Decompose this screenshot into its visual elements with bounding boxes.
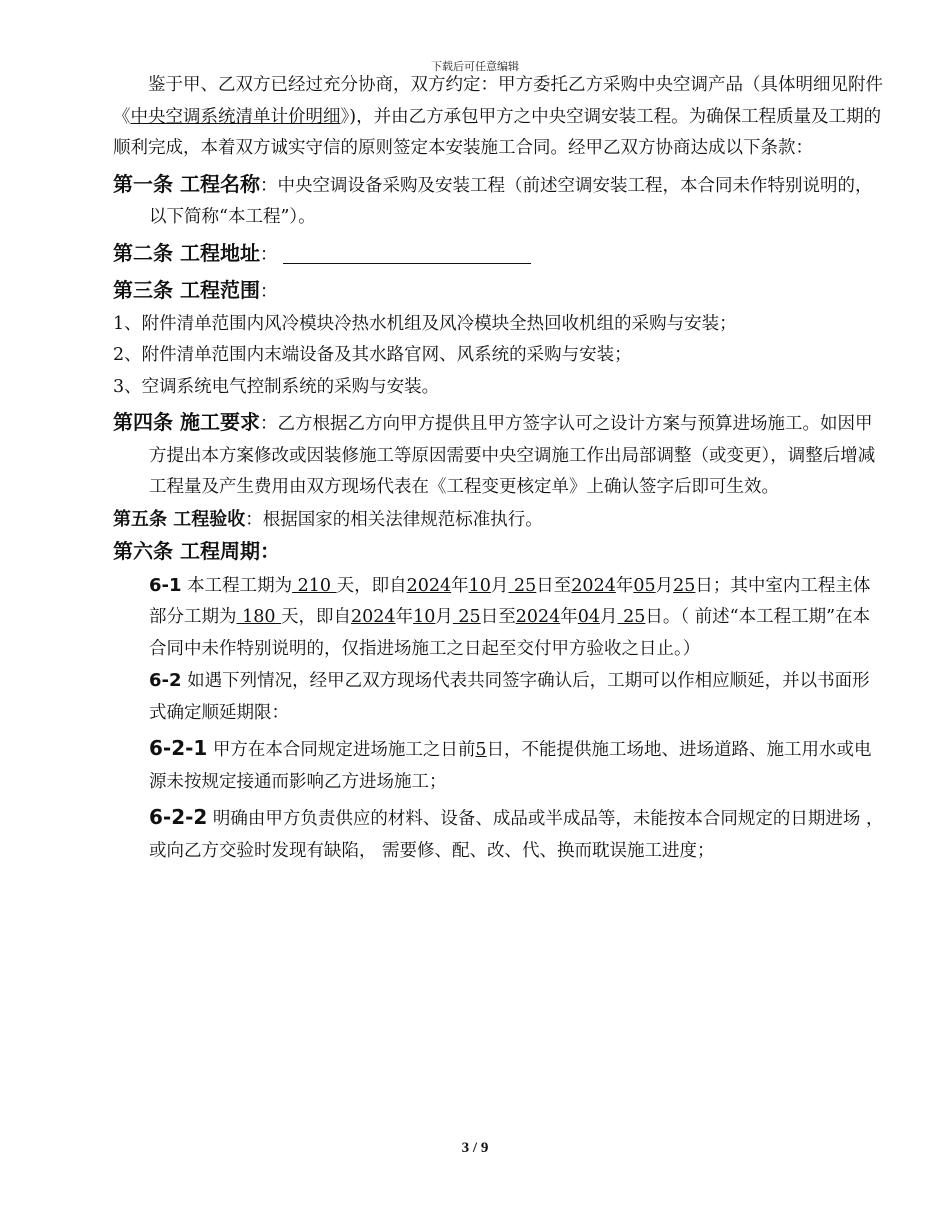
intro-text-1: 鉴于甲、乙双方已经过充分协商，双方约定：甲方委托乙方采购中央空调产品（具体明细见附件《 [113,75,883,127]
article-3-colon: ： [259,282,278,302]
scope-item: 2、附件清单范围内末端设备及其水路官网、风系统的采购与安装； [113,345,632,365]
start-day: 25 [508,575,537,596]
main-end-month: 04 [577,607,601,627]
clause-text: 月 [435,607,453,627]
article-2 [113,238,885,272]
article-4-text: ：乙方根据乙方向甲方提供且甲方签字认可之设计方案与预算进场施工。如因甲方提出本方案修改或因装修施工等原因需要中央空调施工作出局部调整（或变更），调整后增减工程量及产生费用由双方现场代表在《工程变更核定单》上确认签字后即可生效。 [149,414,876,497]
clause-text: 天，即自 [281,607,352,627]
clause-6-2 [113,665,885,729]
clause-6-2-label: 6-2 [149,670,182,691]
article-6-title: 第六条 工程周期： [113,539,280,563]
article-1 [113,169,885,234]
duration-days: 210 [292,575,337,596]
article-3 [113,275,885,309]
clause-6-2-1 [113,733,885,798]
header-note: 下载后可任意编辑 [431,60,519,73]
article-4-title: 第四条 施工要求 [113,410,260,434]
intro-paragraph [113,70,885,165]
scope-item: 1、附件清单范围内风冷模块冷热水机组及风冷模块全热回收机组的采购与安装； [113,313,737,334]
clause-6-1 [113,570,885,666]
clause-6-2-1-label: 6-2-1 [149,736,208,760]
clause-text: 月 [600,607,618,627]
clause-text: 日；其中室内工程主体部分工期为 [149,575,871,627]
main-end-day: 25 [617,607,646,627]
clause-6-2-2 [113,802,885,867]
start-month: 10 [468,575,491,596]
clause-text: 年 [451,575,469,596]
article-2-colon: ： [259,244,278,265]
notice-days: 5 [475,740,487,760]
article-5-title: 第五条 工程验收 [113,508,246,530]
clause-text: 甲方在本合同规定进场施工之日前 [207,740,476,760]
clause-6-2-2-text: 明确由甲方负责供应的材料、设备、成品或半成品等，未能按本合同规定的日期进场 ， 或向乙方交验时发现有缺陷， 需要修、配、改、代、换而耽误施工进度； [149,809,884,861]
clause-text: 日至 [536,575,572,596]
article-1-title: 第一条 工程名称 [113,171,260,196]
main-start-day: 25 [452,607,481,627]
article-6 [113,536,885,570]
clause-text: 日。（ 前述“本工程工期”在本合同中未作特别说明的，仅指进场施工之日起至交付甲方验收之日止。） [149,607,871,659]
article-3-title: 第三条 工程范围 [113,278,260,302]
end-day: 25 [673,575,696,596]
clause-text: 年 [560,607,578,627]
start-year: 2024 [406,575,452,596]
article-4 [113,407,885,504]
article-2-title: 第二条 工程地址 [113,240,260,265]
clause-text: 年 [395,607,414,627]
clause-text: 日，不能提供施工场地、进场道路、施工用水或电源未按规定接通而影响乙方进场施工； [149,740,872,792]
main-start-year: 2024 [351,607,396,627]
address-blank-line [283,241,531,264]
clause-text: 本工程工期为 [181,575,293,596]
end-month: 05 [633,575,656,596]
scope-item: 3、空调系统电气控制系统的采购与安装。 [113,376,440,397]
article-5 [113,504,885,537]
main-end-year: 2024 [515,607,561,627]
clause-text: 天，即自 [336,575,407,596]
intro-text-2: 》)，并由乙方承包甲方之中央空调安装工程。为确保工程质量及工期的顺利完成，本着双方诚实守信的原则签定本安装施工合同。经甲乙双方协商达成以下条款： [113,106,882,158]
end-year: 2024 [571,575,616,596]
attachment-name: 中央空调系统清单计价明细 [130,106,341,127]
article-1-text: ：中央空调设备采购及安装工程（前述空调安装工程，本合同未作特别说明的，以下简称“本工程”）。 [149,175,873,227]
clause-text: 月 [490,575,509,596]
main-duration-days: 180 [236,607,282,627]
clause-text: 年 [615,575,634,596]
page-number: 3 / 9 [461,1140,489,1156]
article-5-text: ：根据国家的相关法律规范标准执行。 [245,509,543,530]
clause-6-1-label: 6-1 [149,574,182,596]
contract-body [113,70,885,867]
clause-text: 日至 [480,607,516,627]
clause-6-2-2-label: 6-2-2 [149,805,208,829]
main-start-month: 10 [413,607,436,627]
clause-text: 月 [655,575,674,596]
clause-6-2-text: 如遇下列情况，经甲乙双方现场代表共同签字确认后，工期可以作相应顺延，并以书面形式确定顺延期限： [149,671,870,723]
